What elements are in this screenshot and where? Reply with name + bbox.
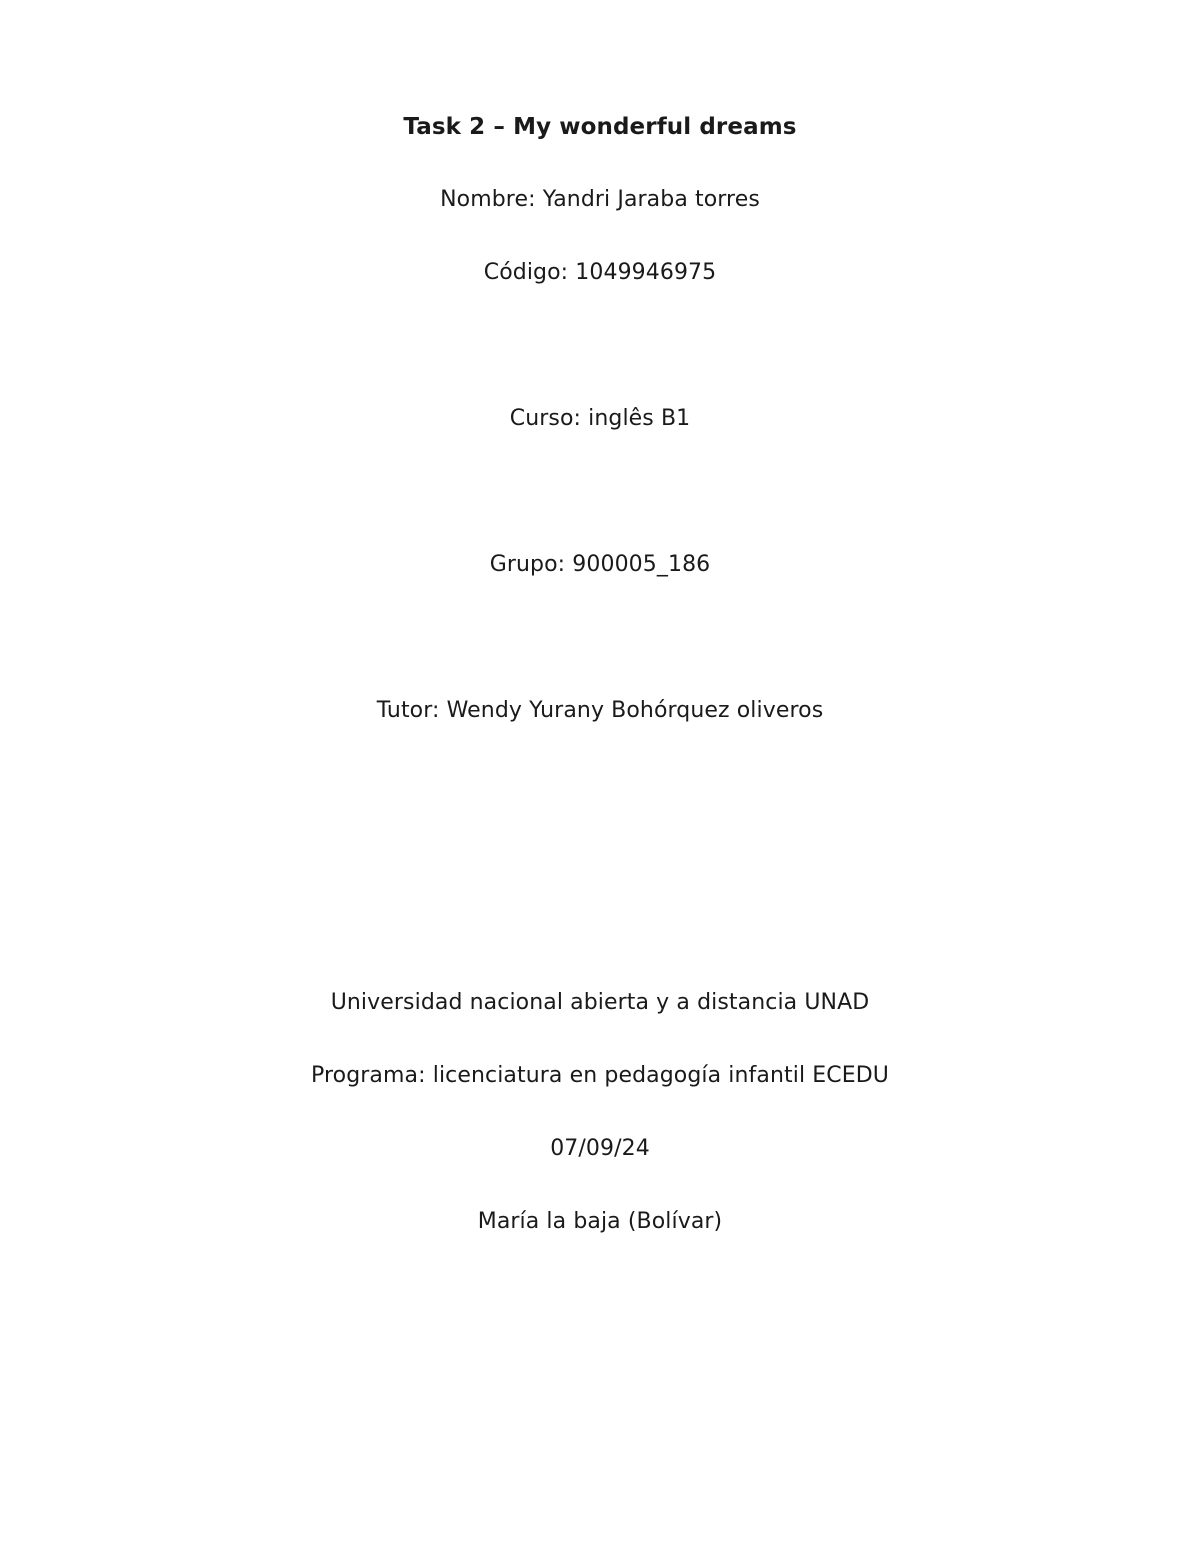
university: Universidad nacional abierta y a distancia UNAD bbox=[330, 990, 870, 1015]
document-title: Task 2 – My wonderful dreams bbox=[403, 114, 797, 140]
location: María la baja (Bolívar) bbox=[477, 1209, 723, 1234]
student-name: Nombre: Yandri Jaraba torres bbox=[440, 187, 760, 212]
tutor: Tutor: Wendy Yurany Bohórquez oliveros bbox=[376, 698, 824, 723]
course: Curso: inglês B1 bbox=[509, 406, 691, 431]
group: Grupo: 900005_186 bbox=[489, 552, 711, 577]
student-code: Código: 1049946975 bbox=[483, 260, 717, 285]
program: Programa: licenciatura en pedagogía infantil ECEDU bbox=[311, 1063, 889, 1088]
date: 07/09/24 bbox=[550, 1136, 650, 1161]
